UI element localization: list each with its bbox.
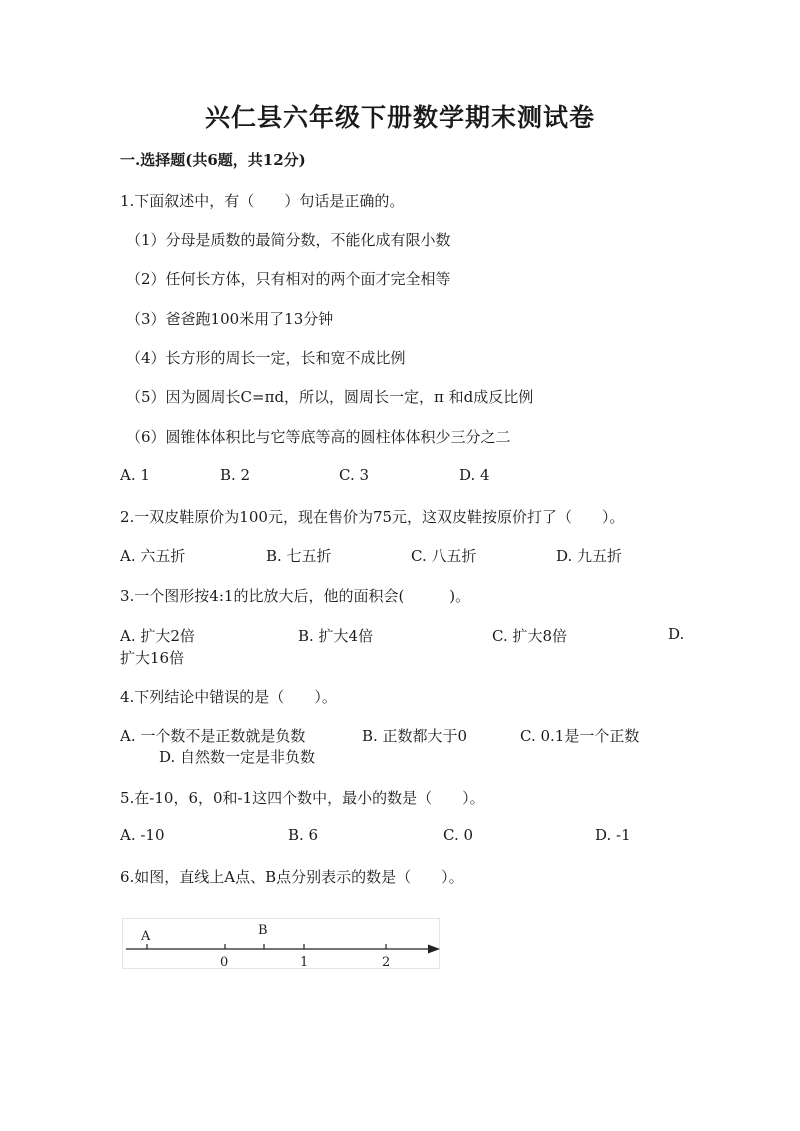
question-1-options — [120, 466, 690, 488]
option-d[interactable]: D. 自然数一定是非负数 — [159, 748, 316, 766]
option-d[interactable]: D. 4 — [459, 466, 490, 484]
question-2-stem: 2.一双皮鞋原价为100元，现在售价为75元，这双皮鞋按原价打了（ ）。 — [120, 508, 625, 526]
option-a[interactable]: A. -10 — [120, 826, 165, 844]
question-3-options — [120, 625, 690, 647]
option-a[interactable]: A. 1 — [120, 466, 150, 484]
option-d-continuation[interactable]: 扩大16倍 — [120, 649, 185, 667]
question-3-stem: 3.一个图形按4:1的比放大后，他的面积会( )。 — [120, 587, 471, 605]
option-c[interactable]: C. 0.1是一个正数 — [520, 727, 640, 745]
option-d[interactable]: D. 九五折 — [556, 547, 623, 565]
option-c[interactable]: C. 3 — [339, 466, 370, 484]
arrow-head-icon — [428, 945, 440, 954]
question-1-stem: 1.下面叙述中，有（ ）句话是正确的。 — [120, 192, 405, 210]
question-6-stem: 6.如图，直线上A点、B点分别表示的数是（ ）。 — [120, 868, 464, 886]
option-b[interactable]: B. 正数都大于0 — [362, 727, 468, 745]
question-4-stem: 4.下列结论中错误的是（ ）。 — [120, 688, 337, 706]
option-a[interactable]: A. 一个数不是正数就是负数 — [120, 727, 306, 745]
option-c[interactable]: C. 0 — [443, 826, 474, 844]
question-1-statement: （4）长方形的周长一定，长和宽不成比例 — [126, 349, 406, 367]
question-1-statement: （5）因为圆周长C=πd，所以，圆周长一定，π 和d成反比例 — [126, 388, 534, 406]
option-c[interactable]: C. 扩大8倍 — [492, 627, 568, 645]
point-b-label: B — [258, 923, 268, 938]
option-d[interactable]: D. — [668, 625, 685, 643]
option-c[interactable]: C. 八五折 — [411, 547, 477, 565]
question-1-statement: （2）任何长方体，只有相对的两个面才完全相等 — [126, 270, 451, 288]
question-5-stem: 5.在-10，6，0和-1这四个数中，最小的数是（ ）。 — [120, 789, 485, 807]
option-a[interactable]: A. 扩大2倍 — [120, 627, 195, 645]
option-a[interactable]: A. 六五折 — [120, 547, 186, 565]
question-5-options — [120, 826, 690, 848]
tick-label-0: 0 — [220, 955, 229, 970]
number-line-figure — [122, 918, 442, 970]
option-b[interactable]: B. 6 — [288, 826, 319, 844]
option-b[interactable]: B. 扩大4倍 — [298, 627, 374, 645]
tick-label-1: 1 — [300, 955, 309, 970]
option-b[interactable]: B. 2 — [220, 466, 251, 484]
point-a-label: A — [141, 929, 151, 944]
question-4-options — [120, 725, 690, 747]
question-1-statement: （3）爸爸跑100米用了13分钟 — [126, 310, 334, 328]
question-1-statement: （6）圆锥体体积比与它等底等高的圆柱体体积少三分之二 — [126, 428, 511, 446]
option-d[interactable]: D. -1 — [595, 826, 631, 844]
figure-frame — [123, 919, 440, 969]
tick-label-2: 2 — [382, 955, 391, 970]
question-1-statement: （1）分母是质数的最简分数，不能化成有限小数 — [126, 231, 451, 249]
section-heading: 一.选择题(共6题，共12分) — [120, 151, 306, 169]
option-b[interactable]: B. 七五折 — [266, 547, 332, 565]
question-2-options — [120, 545, 690, 567]
page-title: 兴仁县六年级下册数学期末测试卷 — [204, 103, 595, 132]
